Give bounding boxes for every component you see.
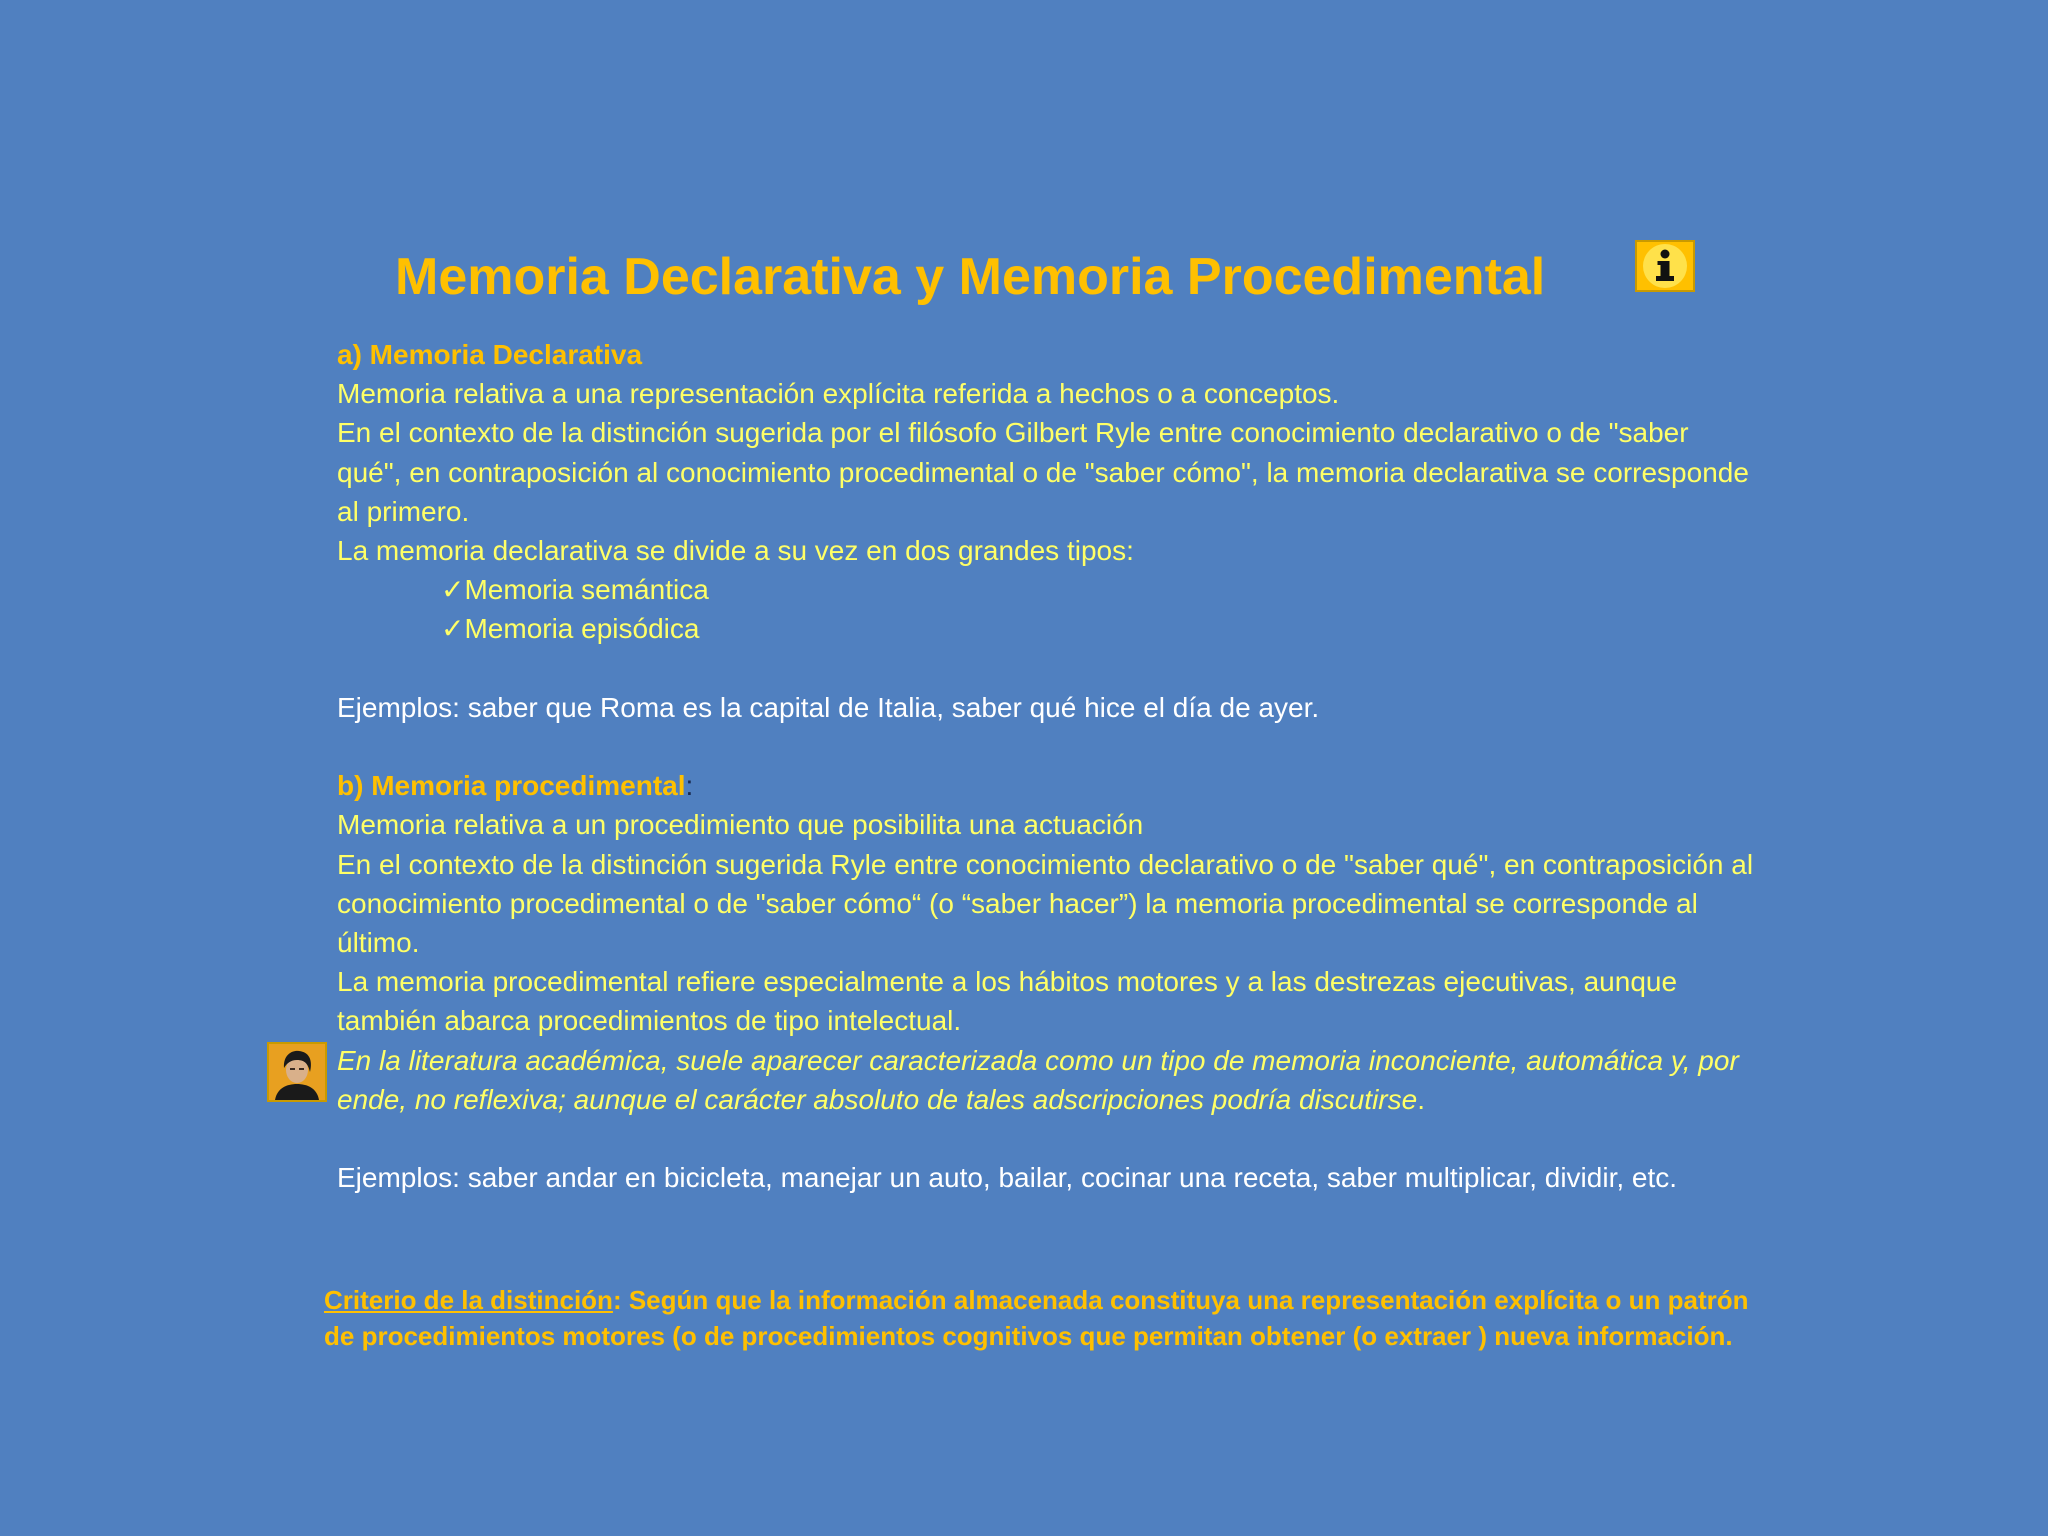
check-icon: ✓ [441,613,465,645]
spacer [337,727,1757,766]
type-label: Memoria semántica [464,574,709,606]
list-item [337,570,1757,609]
section-a-definition: Memoria relativa a una representación explícita referida a hechos o a conceptos. [337,378,1340,410]
section-b-examples: Ejemplos: saber andar en bicicleta, manejar un auto, bailar, cocinar una receta, saber multiplicar, dividir, etc. [337,1162,1678,1194]
section-b-habits: La memoria procedimental refiere especialmente a los hábitos motores y a las destrezas ejecutivas, aunque también abarca procedimientos de tipo intelectual. [337,966,1678,1037]
section-b-italic-note: En la literatura académica, suele aparecer caracterizada como un tipo de memoria inconciente, automática y, por ende, no reflexiva; aunque el carácter absoluto de tales adscripciones podría discutirse [337,1044,1739,1115]
author-avatar[interactable] [267,1042,327,1102]
criterio-text: : Según que la información almacenada constituya una representación explícita o un patrón de procedimientos motores (o de procedimientos cognitivos que permitan obtener (o extraer ) nueva información. [324,1285,1749,1351]
section-a-types-intro: La memoria declarativa se divide a su vez en dos grandes tipos: [337,535,1134,567]
info-icon[interactable] [1635,240,1695,292]
spacer [337,1119,1757,1158]
criterio-label: Criterio de la distinción [324,1285,613,1315]
section-b-note-period: . [1417,1083,1425,1115]
type-label: Memoria episódica [464,613,700,645]
section-a-heading: a) Memoria Declarativa [337,339,643,370]
slide-content [337,335,1757,1197]
info-glyph-icon [1645,246,1685,286]
section-b-heading-colon: : [685,770,694,802]
slide-title: Memoria Declarativa y Memoria Procedimental [395,248,1546,306]
spacer [337,649,1757,688]
section-b-definition: Memoria relativa a un procedimiento que posibilita una actuación [337,809,1144,841]
section-a-context: En el contexto de la distinción sugerida por el filósofo Gilbert Ryle entre conocimiento declarativo o de "saber qué", en contraposición al conocimiento procedimental o de "saber cómo", la memoria declarativa se corresponde al primero. [337,417,1749,527]
section-a-examples: Ejemplos: saber que Roma es la capital de Italia, saber qué hice el día de ayer. [337,691,1320,723]
check-icon: ✓ [441,574,465,606]
section-b-heading-line [337,766,1757,805]
section-b-note [337,1041,1757,1119]
section-b-heading: b) Memoria procedimental [337,770,686,802]
person-portrait-icon [269,1044,325,1100]
info-icon-disc [1643,244,1687,288]
criterio-note [324,1282,1774,1354]
section-b-context: En el contexto de la distinción sugerida Ryle entre conocimiento declarativo o de "saber qué", en contraposición al conocimiento procedimental o de "saber cómo“ (o “saber hacer”) la memoria procedimental se corresponde al último. [337,848,1754,959]
list-item [337,609,1757,648]
